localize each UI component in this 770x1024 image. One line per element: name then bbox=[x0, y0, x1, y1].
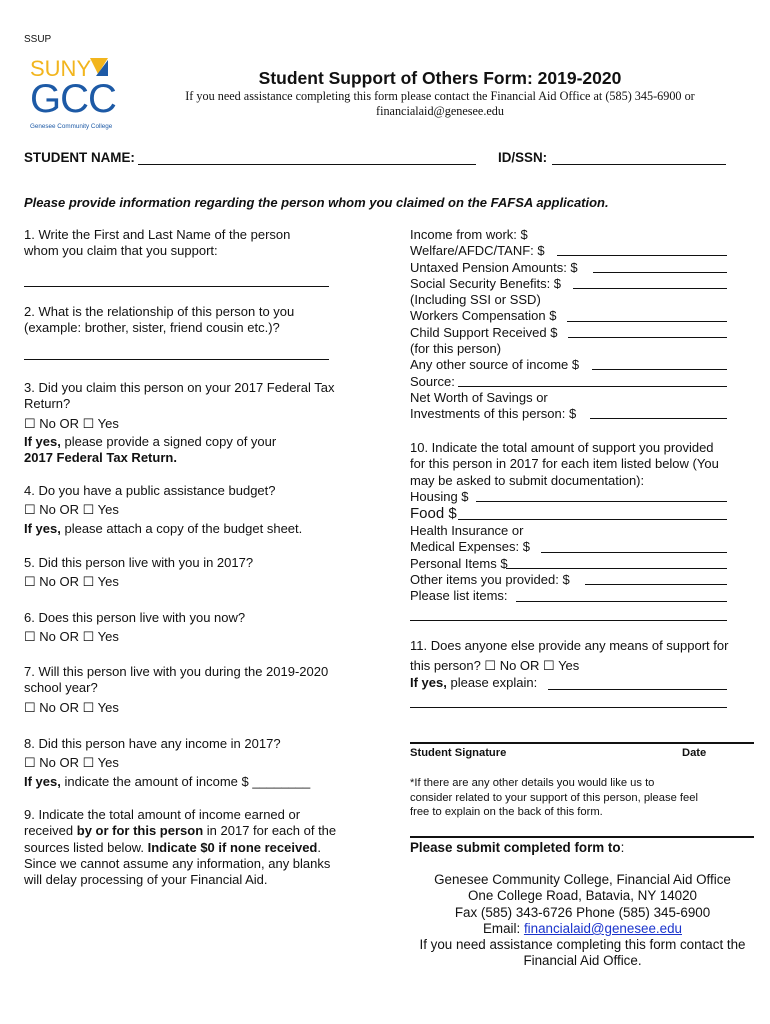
left-column bbox=[24, 227, 374, 260]
q9-block bbox=[24, 807, 374, 888]
form-title: Student Support of Others Form: 2019-2020 bbox=[258, 68, 622, 88]
child-support-label: Child Support Received $ bbox=[410, 324, 558, 340]
child-support-field[interactable] bbox=[568, 337, 727, 338]
q11-text-c: please explain: bbox=[446, 674, 538, 690]
extra-details-note bbox=[410, 776, 755, 820]
q10-text-c: may be asked to submit documentation): bbox=[410, 472, 645, 488]
other-items-field[interactable] bbox=[585, 584, 727, 585]
logo-mark-icon bbox=[28, 52, 118, 132]
q2-text-b: (example: brother, sister, friend cousin etc.)? bbox=[24, 320, 280, 336]
q5-checkboxes[interactable]: ☐ No OR ☐ Yes bbox=[24, 574, 119, 590]
ssi-note: (Including SSI or SSD) bbox=[410, 292, 541, 308]
q7-text-b: school year? bbox=[24, 680, 98, 696]
suny-gcc-logo bbox=[28, 52, 118, 132]
networth-label-b: Investments of this person: $ bbox=[410, 406, 577, 422]
q10-text-a: 10. Indicate the total amount of support you provided bbox=[410, 440, 714, 455]
q8-ifyes: If yes, bbox=[24, 773, 61, 789]
note-line-c: free to explain on the back of this form. bbox=[410, 806, 603, 819]
q11-block bbox=[410, 638, 755, 691]
food-field[interactable] bbox=[458, 519, 727, 520]
q11-explain-field-2[interactable] bbox=[410, 707, 727, 708]
health-label-b: Medical Expenses: $ bbox=[410, 539, 530, 555]
q3-ifyes: If yes, bbox=[24, 433, 61, 449]
q1-answer-field[interactable] bbox=[24, 286, 329, 287]
id-ssn-label: ID/SSN: bbox=[498, 150, 548, 165]
q5-block bbox=[24, 555, 374, 591]
food-label: Food $ bbox=[410, 505, 457, 523]
q11-text-b[interactable]: this person? ☐ No OR ☐ Yes bbox=[410, 658, 580, 674]
q9-text-e: will delay processing of your Financial Aid. bbox=[24, 872, 268, 888]
signature-line[interactable] bbox=[410, 742, 754, 744]
list-items-label: Please list items: bbox=[410, 588, 508, 604]
submit-label: Please submit completed form to bbox=[410, 840, 621, 855]
housing-field[interactable] bbox=[476, 501, 727, 502]
q8-checkboxes[interactable]: ☐ No OR ☐ Yes bbox=[24, 755, 119, 771]
health-field[interactable] bbox=[541, 552, 727, 553]
q4-block bbox=[24, 483, 374, 537]
address-line-2: One College Road, Batavia, NY 14020 bbox=[467, 888, 698, 904]
q11-ifyes: If yes, bbox=[410, 674, 447, 690]
pension-label: Untaxed Pension Amounts: $ bbox=[410, 259, 578, 275]
source-label: Source: bbox=[410, 373, 455, 389]
q3-text-c: please provide a signed copy of your bbox=[60, 433, 277, 449]
ssb-label: Social Security Benefits: $ bbox=[410, 275, 562, 291]
workers-comp-field[interactable] bbox=[567, 321, 727, 322]
email-link[interactable]: financialaid@genesee.edu bbox=[523, 920, 682, 936]
income-list bbox=[410, 227, 750, 423]
logo-suny-text: SUNY bbox=[30, 56, 92, 81]
q10-block bbox=[410, 440, 755, 605]
fax-phone-line: Fax (585) 343-6726 Phone (585) 345-6900 bbox=[454, 904, 711, 920]
q11-text-a: 11. Does anyone else provide any means of support for bbox=[410, 638, 729, 653]
q4-checkboxes[interactable]: ☐ No OR ☐ Yes bbox=[24, 502, 119, 518]
q9-text-c1: sources listed below. bbox=[24, 839, 148, 855]
email-line bbox=[405, 921, 760, 937]
welfare-field[interactable] bbox=[557, 255, 727, 256]
note-line-b: consider related to your support of this person, please feel bbox=[410, 791, 698, 804]
q5-text: 5. Did this person live with you in 2017? bbox=[24, 555, 254, 570]
q3-text-b: Return? bbox=[24, 396, 71, 412]
networth-field[interactable] bbox=[590, 418, 727, 419]
health-label-a: Health Insurance or bbox=[410, 523, 524, 539]
address-line-1: Genesee Community College, Financial Aid Office bbox=[434, 872, 731, 887]
logo-caption-text: Genesee Community College bbox=[30, 123, 113, 130]
instructions-lead: Please provide information regarding the person whom you claimed on the FAFSA application. bbox=[24, 195, 609, 210]
q3-checkboxes[interactable]: ☐ No OR ☐ Yes bbox=[24, 415, 119, 431]
email-label: Email: bbox=[483, 920, 524, 936]
q3-text-a: 3. Did you claim this person on your 2017 Federal Tax bbox=[24, 380, 335, 395]
q7-checkboxes[interactable]: ☐ No OR ☐ Yes bbox=[24, 699, 119, 715]
q11-explain-field[interactable] bbox=[548, 689, 727, 690]
submit-divider bbox=[410, 836, 754, 838]
q7-text-a: 7. Will this person live with you during the 2019-2020 bbox=[24, 664, 329, 679]
q6-checkboxes[interactable]: ☐ No OR ☐ Yes bbox=[24, 629, 119, 645]
q9-text-d: Since we cannot assume any information, any blanks bbox=[24, 855, 331, 871]
networth-label-a: Net Worth of Savings or bbox=[410, 389, 548, 405]
q9-text-c3: . bbox=[317, 839, 321, 855]
source-field[interactable] bbox=[458, 386, 727, 387]
q2-block bbox=[24, 304, 374, 337]
housing-label: Housing $ bbox=[410, 488, 469, 504]
q7-block bbox=[24, 664, 374, 716]
q4-text-c: please attach a copy of the budget sheet. bbox=[60, 520, 303, 536]
other-items-label: Other items you provided: $ bbox=[410, 572, 570, 588]
mailing-address bbox=[405, 872, 760, 970]
q8-block bbox=[24, 736, 374, 790]
q2-text-a: 2. What is the relationship of this person to you bbox=[24, 304, 295, 319]
subtitle-line-1: If you need assistance completing this form please contact the Financial Aid Office at (585) 345-6900 or bbox=[185, 89, 695, 103]
q9-text-c2: Indicate $0 if none received bbox=[147, 839, 318, 855]
q4-ifyes: If yes, bbox=[24, 520, 61, 536]
q9-text-a: 9. Indicate the total amount of income earned or bbox=[24, 807, 301, 822]
subtitle-line-2: financialaid@genesee.edu bbox=[376, 104, 504, 118]
q2-answer-field[interactable] bbox=[24, 359, 329, 360]
ssb-field[interactable] bbox=[573, 288, 727, 289]
other-income-label: Any other source of income $ bbox=[410, 357, 580, 373]
student-name-label: STUDENT NAME: bbox=[24, 150, 135, 165]
other-income-field[interactable] bbox=[592, 369, 727, 370]
q3-text-d: 2017 Federal Tax Return. bbox=[24, 450, 177, 466]
form-code: SSUP bbox=[24, 34, 52, 45]
student-name-field[interactable] bbox=[138, 164, 476, 165]
list-items-field[interactable] bbox=[516, 601, 727, 602]
workers-comp-label: Workers Compensation $ bbox=[410, 308, 557, 324]
q3-block bbox=[24, 380, 374, 466]
personal-items-label: Personal Items $ bbox=[410, 555, 508, 571]
q8-text-c: indicate the amount of income $ ________ bbox=[60, 773, 311, 789]
submit-colon: : bbox=[620, 840, 625, 855]
submit-heading bbox=[410, 840, 624, 855]
q1-text-b: whom you claim that you support: bbox=[24, 243, 218, 259]
list-items-field-2[interactable] bbox=[410, 620, 727, 621]
q6-block bbox=[24, 610, 374, 646]
q9-text-b2: by or for this person bbox=[76, 823, 204, 839]
income-work-label: Income from work: $ bbox=[410, 227, 528, 242]
welfare-label: Welfare/AFDC/TANF: $ bbox=[410, 243, 545, 259]
q6-text: 6. Does this person live with you now? bbox=[24, 610, 246, 625]
id-ssn-field[interactable] bbox=[552, 164, 726, 165]
q10-text-b: for this person in 2017 for each item listed below (You bbox=[410, 456, 719, 472]
note-line-a: *If there are any other details you would like us to bbox=[410, 777, 655, 789]
q1-text-a: 1. Write the First and Last Name of the person bbox=[24, 227, 291, 242]
assist-line-b: Financial Aid Office. bbox=[523, 953, 642, 969]
date-label: Date bbox=[682, 747, 707, 759]
form-subtitle bbox=[150, 89, 730, 119]
q8-text: 8. Did this person have any income in 2017? bbox=[24, 736, 281, 751]
q4-text: 4. Do you have a public assistance budget? bbox=[24, 483, 276, 498]
logo-gcc-text: GCC bbox=[30, 77, 116, 121]
for-person-note: (for this person) bbox=[410, 341, 502, 357]
assist-line-a: If you need assistance completing this form contact the bbox=[419, 937, 746, 953]
personal-items-field[interactable] bbox=[506, 568, 727, 569]
pension-field[interactable] bbox=[593, 272, 727, 273]
q9-text-b1: received bbox=[24, 823, 77, 839]
signature-label: Student Signature bbox=[410, 747, 507, 759]
q9-text-b3: in 2017 for each of the bbox=[203, 823, 337, 839]
